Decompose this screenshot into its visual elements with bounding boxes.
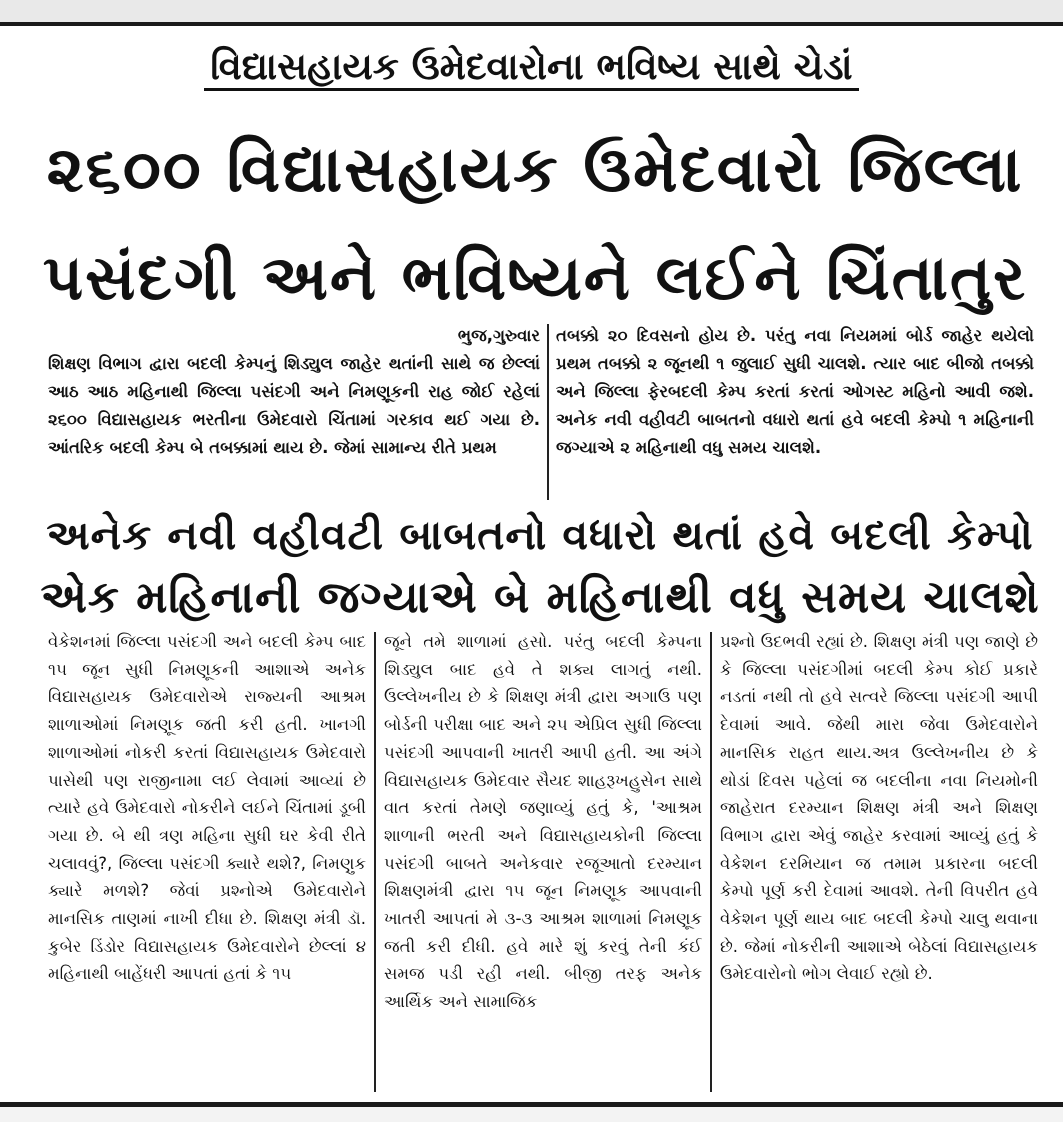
kicker-text: વિદ્યાસહાયક ઉમેદવારોના ભવિષ્ય સાથે ચેડાં — [204, 45, 858, 91]
column-rule-1 — [374, 632, 376, 1092]
dateline: ભુજ,ગુરુવાર — [457, 326, 540, 345]
intro-column-divider — [547, 324, 549, 500]
intro-column-1 — [48, 322, 540, 502]
intro-section — [48, 322, 1048, 504]
main-headline-line-2: પસંદગી અને ભવિષ્યને લઈને ચિંતાતુર — [42, 241, 1028, 314]
intro-column-1-text: શિક્ષણ વિભાગ દ્વારા બદલી કેમ્પનું શિડ્યુલ જાહેર થતાંની સાથે જ છેલ્લાં આઠ આઠ મહિનાથી જિલ્લા પસંદગી અને નિમણૂકની રાહ જોઈ રહેલાં ૨૬૦૦ વિદ્યાસહાયક ભરતીના ઉમેદવારો ચિંતામાં ગરકાવ થઈ ગયા છે. આંતરિક બદલી કેમ્પ બે તબક્કામાં થાય છે. જેમાં સામાન્ય રીતે પ્રથમ — [48, 354, 540, 457]
previous-article-strip — [0, 0, 1063, 26]
body-column-1: વેકેશનમાં જિલ્લા પસંદગી અને બદલી કેમ્પ બાદ ૧૫ જૂન સુધી નિમણૂકની આશાએ અનેક વિદ્યાસહાયક ઉમેદવારોએ રાજ્યની આશ્રમ શાળાઓમાં નિમણૂક જતી કરી હતી. ખાનગી શાળાઓમાં નોકરી કરતાં વિદ્યાસહાયક ઉમેદવારો પાસેથી પણ રાજીનામા લઈ લેવામાં આવ્યાં છે ત્યારે હવે ઉમેદવારો નોકરીને લઈને ચિંતામાં ડૂબી ગયા છે. બે થી ત્રણ મહિના સુધી ઘર કેવી રીતે ચલાવવું?, જિલ્લા પસંદગી ક્યારે થશે?, નિમણુક ક્યારે મળશે? જેવાં પ્રશ્નોએ ઉમેદવારોને માનસિક તાણમાં નાખી દીધા છે. શિક્ષણ મંત્રી ડૉ. કુબેર ડિંડોર વિદ્યાસહાયક ઉમેદવારોને છેલ્લાં ૪ મહિનાથી બાહેંધરી આપતાં હતાં કે ૧૫ — [48, 632, 366, 984]
column-rule-2 — [710, 632, 712, 1092]
body-column-2: જૂને તમે શાળામાં હસો. પરંતુ બદલી કેમ્પના શિડ્યુલ બાદ હવે તે શક્ય લાગતું નથી. ઉલ્લેખનીય છે કે શિક્ષણ મંત્રી દ્વારા અગાઉ પણ બોર્ડની પરીક્ષા બાદ અને ૨૫ એપ્રિલ સુધી જિલ્લા પસંદગી આપવાની ખાતરી આપી હતી. આ અંગે વિદ્યાસહાયક ઉમેદવાર સૈયદ શાહરૂખહુસેન સાથે વાત કરતાં તેમણે જણાવ્યું હતું કે, 'આશ્રમ શાળાની ભરતી અને વિદ્યાસહાયકોની જિલ્લા પસંદગી બાબતે અનેકવાર રજૂઆતો દરમ્યાન શિક્ષણમંત્રી દ્વારા ૧૫ જૂન નિમણૂક આપવાની ખાતરી આપતાં મે ૩-૩ આશ્રમ શાળામાં નિમણૂક જતી કરી દીધી. હવે મારે શું કરવું તેની કંઈ સમજ પડી રહી નથી. બીજી તરફ અનેક આર્થિક અને સામાજિક — [384, 632, 702, 1012]
kicker-headline — [0, 42, 1063, 92]
next-article-strip — [0, 1107, 1063, 1122]
main-headline-line-1: ૨૬૦૦ વિદ્યાસહાયક ઉમેદવારો જિલ્લા — [46, 133, 1024, 206]
subheadline-line-1: અનેક નવી વહીવટી બાબતનો વધારો થતાં હવે બદલી કેમ્પો — [46, 511, 1034, 559]
subheadline-line-2: એક મહિનાની જગ્યાએ બે મહિનાથી વધુ સમય ચાલશે — [40, 572, 1040, 623]
intro-column-2-text: તબક્કો ૨૦ દિવસનો હોય છે. પરંતુ નવા નિયમમાં બોર્ડ જાહેર થયેલો પ્રથમ તબક્કો ૨ જૂનથી ૧ જુલાઈ સુધી ચાલશે. ત્યાર બાદ બીજો તબક્કો અને જિલ્લા ફેરબદલી કેમ્પ કરતાં કરતાં ઓગસ્ટ મહિનો આવી જશે. અનેક નવી વહીવટી બાબતનો વધારો થતાં હવે બદલી કેમ્પો ૧ મહિનાની જગ્યાએ ૨ મહિનાથી વધુ સમય ચાલશે. — [556, 326, 1034, 457]
body-column-3: પ્રશ્નો ઉદભવી રહ્યાં છે. શિક્ષણ મંત્રી પણ જાણે છે કે જિલ્લા પસંદગીમાં બદલી કેમ્પ કોઈ પ્રકારે નડતાં નથી તો હવે સત્વરે જિલ્લા પસંદગી આપી દેવામાં આવે. જેથી મારા જેવા ઉમેદવારોને માનસિક રાહત થાય.અત્ર ઉલ્લેખનીય છે કે થોડાં દિવસ પહેલાં જ બદલીના નવા નિયમોની જાહેરાત દરમ્યાન શિક્ષણ મંત્રી અને શિક્ષણ વિભાગ દ્વારા એવું જાહેર કરવામાં આવ્યું હતું કે વેકેશન દરમિયાન જ તમામ પ્રકારના બદલી કેમ્પો પૂર્ણ કરી દેવામાં આવશે. તેની વિપરીત હવે વેકેશન પૂર્ણ થાય બાદ બદલી કેમ્પો ચાલુ થવાના છે. જેમાં નોકરીની આશાએ બેઠેલાં વિદ્યાસહાયક ઉમેદવારોનો ભોગ લેવાઈ રહ્યો છે. — [720, 632, 1038, 984]
article-body — [48, 628, 1053, 1098]
intro-column-2 — [556, 322, 1034, 502]
